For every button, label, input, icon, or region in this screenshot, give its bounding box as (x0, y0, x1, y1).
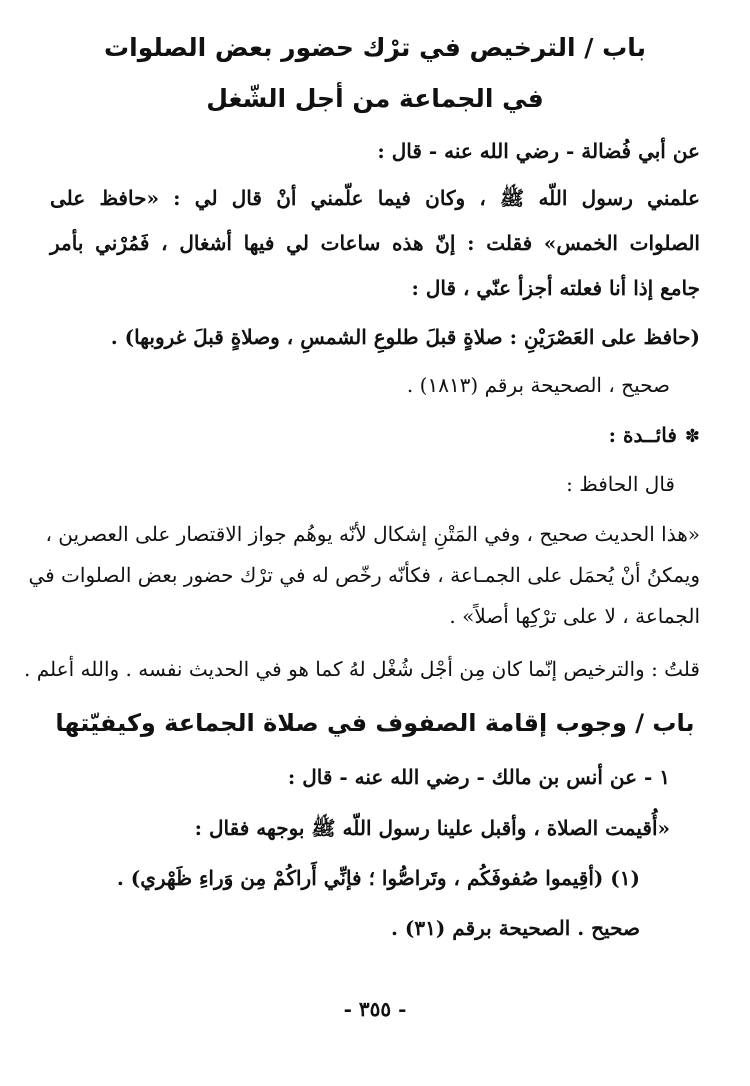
hadith2-grading: صحيح . الصحيحة برقم (٣١) . (390, 916, 640, 940)
hadith2-text: «أُقيمت الصلاة ، وأقبل علينا رسول اللّه ﷺ بوجهه فقال : (194, 816, 670, 840)
hadith-text-line-1: علمني رسول اللّه ﷺ ، وكان فيما علّمني أنْ قال لي : «حافظ على (50, 186, 700, 210)
benefit-quote-line-2: ويمكنُ أنْ يُحمَل على الجمـاعة ، فكأنّه رخّص له في ترْك حضور بعض الصلوات في (28, 563, 700, 587)
benefit-comment: قلتُ : والترخيص إنّما كان مِن أجْل شُغْل لهُ كما هو في الحديث نفسه . والله أعلم . (24, 657, 700, 681)
benefit-heading (50, 420, 700, 452)
hadith2-intro: ١ - عن أنس بن مالك - رضي الله عنه - قال : (287, 765, 670, 789)
benefit-speaker: قال الحافظ : (566, 472, 675, 496)
chapter-title-line-2: في الجماعة من أجل الشّغل (206, 84, 544, 113)
hadith-text-line-2: الصلوات الخمس» فقلت : إنّ هذه ساعات لي فيها أشغال ، فَمُرْني بأمر (50, 231, 700, 255)
hadith-quote: (حافظ على العَصْرَيْنِ : صلاةٍ قبلَ طلوعِ الشمسِ ، وصلاةٍ قبلَ غروبها) . (110, 325, 700, 349)
hadith2-quote: (١) (أقِيموا صُفوفَكُم ، وتَراصُّوا ؛ فإنِّي أَراكُمْ مِن وَراءِ ظَهْري) . (116, 866, 640, 890)
star-icon: ✽ (684, 426, 700, 447)
hadith-grading: صحيح ، الصحيحة برقم (١٨١٣) . (406, 373, 670, 397)
benefit-heading-label: فائــدة : (608, 423, 677, 447)
chapter-title-2: باب / وجوب إقامة الصفوف في صلاة الجماعة وكيفيّتها (55, 709, 695, 737)
benefit-quote-line-3: الجماعة ، لا على ترْكِها أصلاً» . (449, 604, 700, 628)
benefit-quote-line-1: «هذا الحديث صحيح ، وفي المَتْنِ إشكال لأنّه يوهُم جواز الاقتصار على العصرين ، (45, 522, 700, 546)
hadith-intro: عن أبي فُضالة - رضي الله عنه - قال : (377, 139, 700, 163)
page-number: - ٣٥٥ - (343, 997, 407, 1021)
hadith-text-line-3: جامع إذا أنا فعلته أجزأ عنّي ، قال : (411, 276, 700, 300)
chapter-title-line-1: باب / الترخيص في ترْك حضور بعض الصلوات (104, 33, 646, 62)
